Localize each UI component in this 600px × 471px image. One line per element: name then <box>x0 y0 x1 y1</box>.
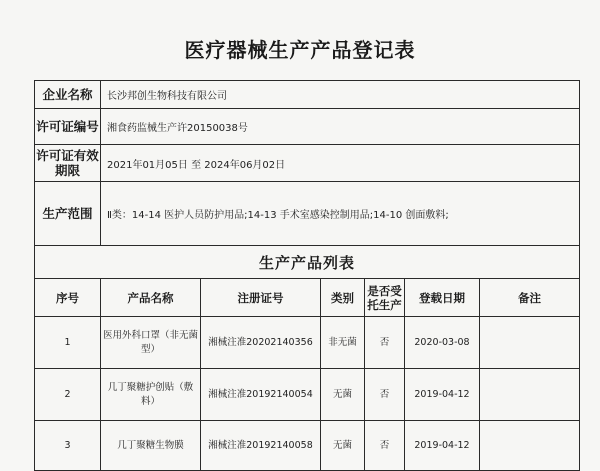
row-date: 2019-04-12 <box>405 369 480 421</box>
header-category: 类别 <box>321 279 365 317</box>
company-row <box>35 81 580 109</box>
registration-form <box>34 80 580 471</box>
row-date: 2020-03-08 <box>405 317 480 369</box>
scope-value: Ⅱ类：14-14 医护人员防护用品;14-13 手术室感染控制用品;14-10 创面敷料; <box>101 182 580 246</box>
header-entrusted: 是否受托生产 <box>365 279 405 317</box>
validity-row <box>35 145 580 182</box>
row-entrusted: 否 <box>365 421 405 471</box>
row-no: 3 <box>35 421 101 471</box>
scope-label: 生产范围 <box>35 182 101 246</box>
row-note <box>480 421 580 471</box>
product-list-title: 生产产品列表 <box>35 246 580 279</box>
validity-value: 2021年01月05日 至 2024年06月02日 <box>101 145 580 182</box>
row-registration-no: 湘械注准20192140054 <box>201 369 321 421</box>
header-note: 备注 <box>480 279 580 317</box>
license-row <box>35 109 580 145</box>
row-category: 非无菌 <box>321 317 365 369</box>
scope-row <box>35 182 580 246</box>
row-no: 1 <box>35 317 101 369</box>
row-entrusted: 否 <box>365 317 405 369</box>
header-date: 登载日期 <box>405 279 480 317</box>
row-product-name: 几丁聚糖护创贴（敷料） <box>101 369 201 421</box>
product-list-title-row <box>35 246 580 279</box>
document-title: 医疗器械生产产品登记表 <box>184 38 416 62</box>
row-registration-no: 湘械注准20202140356 <box>201 317 321 369</box>
row-date: 2019-04-12 <box>405 421 480 471</box>
table-header-row <box>35 279 580 317</box>
table-row <box>35 317 580 369</box>
table-row <box>35 421 580 471</box>
row-product-name: 医用外科口罩（非无菌型） <box>101 317 201 369</box>
row-product-name: 几丁聚糖生物膜 <box>101 421 201 471</box>
company-value: 长沙邦创生物科技有限公司 <box>101 81 580 109</box>
row-note <box>480 317 580 369</box>
row-category: 无菌 <box>321 421 365 471</box>
header-no: 序号 <box>35 279 101 317</box>
validity-label: 许可证有效期限 <box>35 145 101 182</box>
header-registration-no: 注册证号 <box>201 279 321 317</box>
company-label: 企业名称 <box>35 81 101 109</box>
row-category: 无菌 <box>321 369 365 421</box>
table-row <box>35 369 580 421</box>
license-label: 许可证编号 <box>35 109 101 145</box>
row-no: 2 <box>35 369 101 421</box>
row-registration-no: 湘械注准20192140058 <box>201 421 321 471</box>
license-value: 湘食药监械生产许20150038号 <box>101 109 580 145</box>
row-note <box>480 369 580 421</box>
header-product-name: 产品名称 <box>101 279 201 317</box>
row-entrusted: 否 <box>365 369 405 421</box>
